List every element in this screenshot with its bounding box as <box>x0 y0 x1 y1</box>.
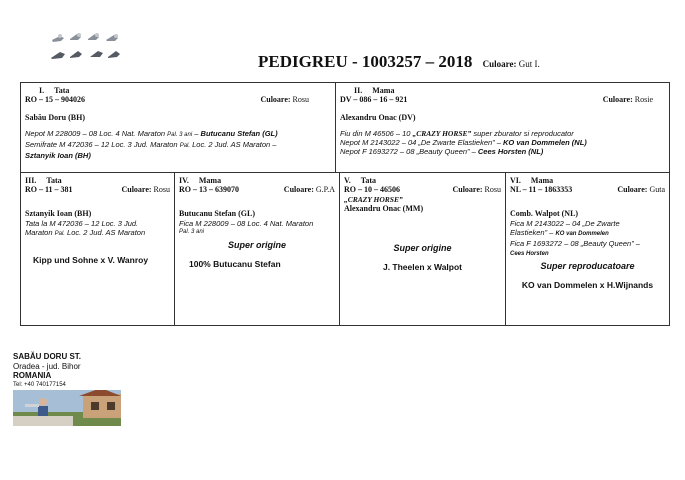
owner-phone: Tel: +40 740177154 <box>13 381 66 388</box>
owner-city: Oradea - jud. Bihor <box>13 361 81 371</box>
owner-country: ROMANIA <box>13 371 52 380</box>
cross-text: J. Theelen x Walpot <box>382 262 463 272</box>
grandsire-maternal-cell: V. Tata RO – 10 – 46506 Culoare: Rosu „CRAZY HORSE” Alexandru Onac (MM) Super origine J. Theelen x Walpot <box>344 176 501 272</box>
cross-text: Kipp und Sohne x V. Wanroy <box>33 255 149 265</box>
dam-cell: II. Mama DV – 086 – 16 – 921 Culoare: Rosie Alexandru Onac (DV) Fiu din M 46506 – 10 „CRAZY HORSE” super zburator si reproducator Nepot M 2143022 – 04 „De Zwarte Elastieken” – KO van Dommelen (NL) Nepot F 1693272 – 08 „Beauty Queen” – Cees Horsten (NL) <box>336 83 669 172</box>
granddam-maternal-cell: VI. Mama NL – 11 – 1863353 Culoare: Guta Comb. Walpot (NL) Fica M 2143022 – 04 „De Zwarte Elastieken” – KO van Dommelen Fica F 1693272 – 08 „Beauty Queen” – Cees Horsten Super reproducatoare KO van Dommelen x H.Wijnands <box>510 176 665 290</box>
cross-text: KO van Dommelen x H.Wijnands <box>521 280 654 290</box>
cross-text: 100% Butucanu Stefan <box>189 259 281 269</box>
origin-badge: Super origine <box>393 243 452 253</box>
sire-cell: I. Tata RO – 15 – 904026 Culoare: Rosu Sabău Doru (BH) Nepot M 228009 – 08 Loc. 4 Nat. Maraton Pal. 3 ani – Butucanu Stefan (GL) Semifrate M 472036 – 12 Loc. 3 Jud. Maraton Pal. Loc. 2 Jud. AS Maraton – Sztanyik Ioan (BH) <box>21 83 335 172</box>
dam-ring: DV – 086 – 16 – 921 <box>340 95 408 104</box>
origin-badge: Super reproducatoare <box>540 261 635 271</box>
breeder-info <box>13 352 81 390</box>
pedigree-grid <box>20 82 670 326</box>
origin-badge: Super origine <box>227 240 286 250</box>
sire-name: Sabău Doru (BH) <box>25 113 86 122</box>
sire-ring: RO – 15 – 904026 <box>25 95 85 104</box>
page-title: PEDIGREU - 1003257 – 2018 Culoare: Gut I. <box>258 52 540 71</box>
breeder-photo <box>13 390 121 426</box>
dam-name: Alexandru Onac (DV) <box>340 113 416 122</box>
grandsire-paternal-cell: III. Tata RO – 11 – 381 Culoare: Rosu Sztanyik Ioan (BH) Tata la M 472036 – 12 Loc. 3 Jud. Maraton Pal. Loc. 2 Jud. AS Maraton Kipp und Sohne x V. Wanroy <box>25 176 170 265</box>
owner-name: SABĂU DORU ST. <box>13 352 82 361</box>
granddam-paternal-cell: IV. Mama RO – 13 – 639070 Culoare: G.P.A Butucanu Stefan (GL) Fica M 228009 – 08 Loc. 4 Nat. Maraton Pal. 3 ani Super origine 100% Butucanu Stefan <box>179 176 335 269</box>
pigeons-logo-icon <box>46 30 126 68</box>
